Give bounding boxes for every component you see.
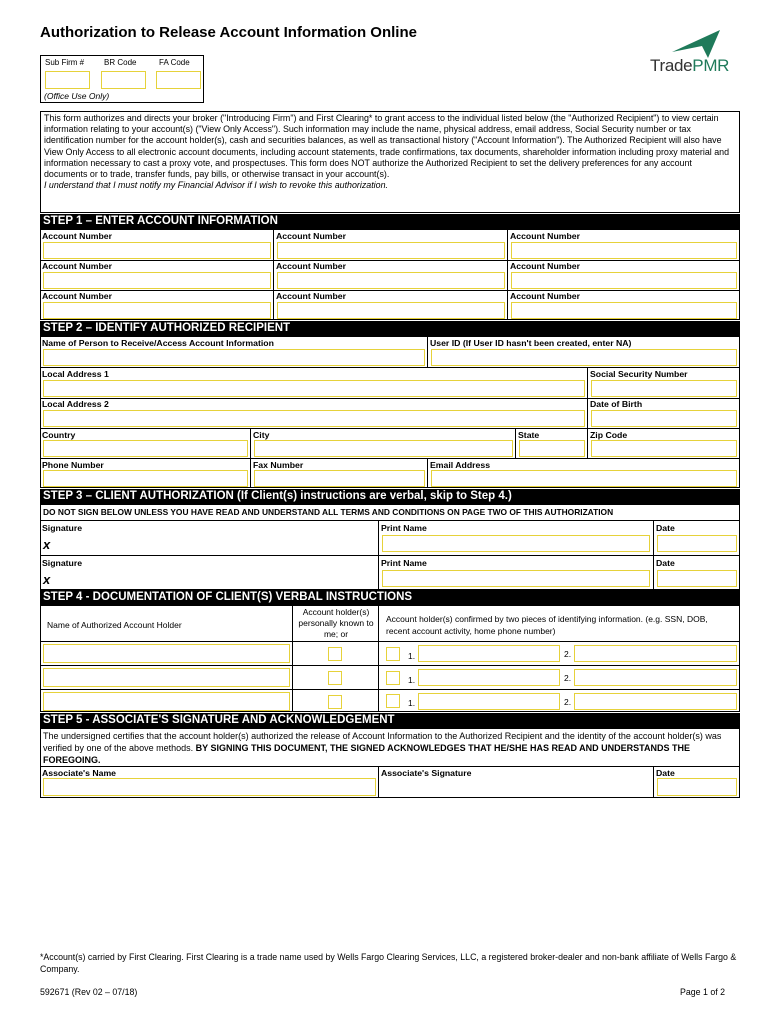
email-field[interactable] — [431, 470, 737, 487]
id-2-field[interactable] — [574, 693, 737, 710]
recipient-name-label: Name of Person to Receive/Access Account Information — [42, 338, 274, 348]
confirmed-col-header: Account holder(s) confirmed by two pieces of identifying information. (e.g. SSN, DOB, recent account activity, home phone number) — [386, 614, 708, 636]
signature-label: Signature — [42, 558, 83, 568]
date-field[interactable] — [657, 535, 737, 552]
personally-known-checkbox[interactable] — [328, 671, 342, 685]
state-label: State — [518, 430, 540, 440]
page-number: Page 1 of 2 — [680, 987, 725, 997]
phone-field[interactable] — [43, 470, 248, 487]
holder-name-field[interactable] — [43, 692, 290, 711]
intro-box — [40, 111, 740, 213]
country-label: Country — [42, 430, 76, 440]
email-label: Email Address — [430, 460, 491, 470]
account-number-field[interactable] — [277, 302, 505, 319]
confirmed-checkbox[interactable] — [386, 694, 400, 708]
holder-name-field[interactable] — [43, 668, 290, 687]
date-label: Date — [656, 523, 675, 533]
dob-field[interactable] — [591, 410, 737, 427]
print-name-field[interactable] — [382, 570, 650, 587]
personally-known-checkbox[interactable] — [328, 647, 342, 661]
account-number-field[interactable] — [277, 242, 505, 259]
certification-bold: BY SIGNING THIS DOCUMENT, THE SIGNED ACKNOWLEDGES THAT HE/SHE HAS READ AND UNDERSTANDS THE FOREGOING. — [43, 743, 690, 765]
step4-header: STEP 4 - DOCUMENTATION OF CLIENT(S) VERBAL INSTRUCTIONS — [40, 590, 740, 605]
id-1-field[interactable] — [418, 669, 560, 686]
id-1-field[interactable] — [418, 645, 560, 662]
account-number-field[interactable] — [43, 302, 271, 319]
associate-name-label: Associate's Name — [42, 768, 117, 778]
br-code-label: BR Code — [104, 58, 137, 67]
print-name-label: Print Name — [381, 523, 427, 533]
phone-label: Phone Number — [42, 460, 104, 470]
id-2-label: 2. — [564, 649, 572, 659]
user-id-label: User ID (If User ID hasn't been created, enter NA) — [430, 338, 632, 348]
signature-x-mark: x — [43, 537, 51, 552]
id-2-field[interactable] — [574, 645, 737, 662]
date-label: Date — [656, 558, 675, 568]
certification-text — [43, 730, 737, 766]
account-number-label: Account Number — [276, 291, 346, 301]
footer-note: *Account(s) carried by First Clearing. First Clearing is a trade name used by Wells Fargo Clearing Services, LLC, a registered broker-dealer and non-bank affiliate of Wells Fargo & Company. — [40, 952, 737, 974]
zip-code-field[interactable] — [591, 440, 737, 457]
country-field[interactable] — [43, 440, 248, 457]
client-signature-2[interactable] — [55, 570, 375, 588]
revoke-notice: I understand that I must notify my Financial Advisor if I wish to revoke this authorization. — [44, 180, 388, 191]
form-number: 592671 (Rev 02 – 07/18) — [40, 987, 138, 997]
user-id-field[interactable] — [431, 349, 737, 366]
sub-firm-label: Sub Firm # — [45, 58, 85, 67]
ssn-label: Social Security Number — [590, 369, 688, 379]
local-address-2-field[interactable] — [43, 410, 585, 427]
account-number-label: Account Number — [510, 291, 580, 301]
step3-header: STEP 3 – CLIENT AUTHORIZATION (If Client(s) instructions are verbal, skip to Step 4.) — [40, 489, 740, 504]
local-address-1-field[interactable] — [43, 380, 585, 397]
id-2-field[interactable] — [574, 669, 737, 686]
step5-grid — [40, 728, 740, 798]
account-number-field[interactable] — [277, 272, 505, 289]
certification-plain: The undersigned certifies that the account holder(s) authorized the release of Account Information to the Authorized Recipient and the identity of the account holder(s) was verified by one of the above methods. — [43, 731, 722, 753]
fa-code-label: FA Code — [159, 58, 190, 67]
client-signature-1[interactable] — [55, 535, 375, 553]
tradepmr-logo — [650, 30, 730, 80]
signature-label: Signature — [42, 523, 83, 533]
account-number-label: Account Number — [42, 231, 112, 241]
account-number-field[interactable] — [43, 272, 271, 289]
account-number-label: Account Number — [510, 261, 580, 271]
page-title: Authorization to Release Account Information Online — [40, 24, 417, 41]
ssn-field[interactable] — [591, 380, 737, 397]
id-1-label: 1. — [408, 651, 416, 661]
local-address-1-label: Local Address 1 — [42, 369, 109, 379]
id-1-field[interactable] — [418, 693, 560, 710]
account-number-label: Account Number — [42, 261, 112, 271]
account-number-field[interactable] — [43, 242, 271, 259]
associate-date-label: Date — [656, 768, 675, 778]
holder-name-field[interactable] — [43, 644, 290, 663]
authorized-holder-col-header: Name of Authorized Account Holder — [47, 620, 182, 630]
signature-x-mark: x — [43, 572, 51, 587]
date-field[interactable] — [657, 570, 737, 587]
id-1-label: 1. — [408, 698, 416, 708]
account-number-label: Account Number — [510, 231, 580, 241]
fa-code-field[interactable] — [156, 71, 201, 89]
print-name-label: Print Name — [381, 558, 427, 568]
id-2-label: 2. — [564, 697, 572, 707]
dob-label: Date of Birth — [590, 399, 643, 409]
state-field[interactable] — [519, 440, 585, 457]
office-use-only-label: (Office Use Only) — [44, 91, 110, 101]
fax-field[interactable] — [254, 470, 425, 487]
account-number-label: Account Number — [276, 261, 346, 271]
city-label: City — [253, 430, 270, 440]
local-address-2-label: Local Address 2 — [42, 399, 109, 409]
intro-paragraph: This form authorizes and directs your broker ("Introducing Firm") and First Clearing* to grant access to the individual listed below (the "Authorized Recipient") to view certain information relating to your account(s) ("View Only Access"). Such information may include the name, physical address, email address, Social Security number or tax identification number for the account holder(s), cash and securities balances, as well as transactional history ("Account Information"). The Authorized Recipient will also have View Only Access to all electronic account documents, including account statements, trade confirmations, tax documents, shareholder information including proxy material and information necessary to cast a proxy vote, and prospectuses. This form does NOT authorize the Authorized Recipient to set the delivery preferences for any account documents or to trade, transfer funds, pay bills, or otherwise transact in your account(s). — [44, 113, 730, 180]
personally-known-checkbox[interactable] — [328, 695, 342, 709]
account-number-field[interactable] — [511, 302, 737, 319]
do-not-sign-warning: DO NOT SIGN BELOW UNLESS YOU HAVE READ AND UNDERSTAND ALL TERMS AND CONDITIONS ON PAGE TWO OF THIS AUTHORIZATION — [43, 507, 614, 517]
step3-grid — [40, 504, 740, 590]
associate-date-field[interactable] — [657, 778, 737, 796]
associate-signature-label: Associate's Signature — [381, 768, 472, 778]
step1-header: STEP 1 – ENTER ACCOUNT INFORMATION — [40, 214, 740, 229]
account-number-field[interactable] — [511, 272, 737, 289]
print-name-field[interactable] — [382, 535, 650, 552]
zip-code-label: Zip Code — [590, 430, 628, 440]
step4-grid — [40, 605, 740, 712]
step2-header: STEP 2 – IDENTIFY AUTHORIZED RECIPIENT — [40, 321, 740, 336]
br-code-field[interactable] — [101, 71, 146, 89]
id-2-label: 2. — [564, 673, 572, 683]
step1-grid — [40, 229, 740, 320]
account-number-field[interactable] — [511, 242, 737, 259]
step2-grid — [40, 336, 740, 488]
account-number-label: Account Number — [42, 291, 112, 301]
fax-label: Fax Number — [253, 460, 304, 470]
city-field[interactable] — [254, 440, 513, 457]
confirmed-checkbox[interactable] — [386, 647, 400, 661]
logo-trade-text: Trade — [650, 56, 693, 75]
step5-header: STEP 5 - ASSOCIATE'S SIGNATURE AND ACKNOWLEDGEMENT — [40, 713, 740, 728]
personally-known-col-header: Account holder(s) personally known to me; or — [298, 607, 374, 639]
associate-name-field[interactable] — [43, 778, 376, 796]
associate-signature-field[interactable] — [382, 778, 650, 796]
recipient-name-field[interactable] — [43, 349, 425, 366]
confirmed-checkbox[interactable] — [386, 671, 400, 685]
id-1-label: 1. — [408, 675, 416, 685]
sub-firm-field[interactable] — [45, 71, 90, 89]
account-number-label: Account Number — [276, 231, 346, 241]
office-use-box — [40, 55, 204, 103]
logo-pmr-text: PMR — [692, 56, 730, 75]
